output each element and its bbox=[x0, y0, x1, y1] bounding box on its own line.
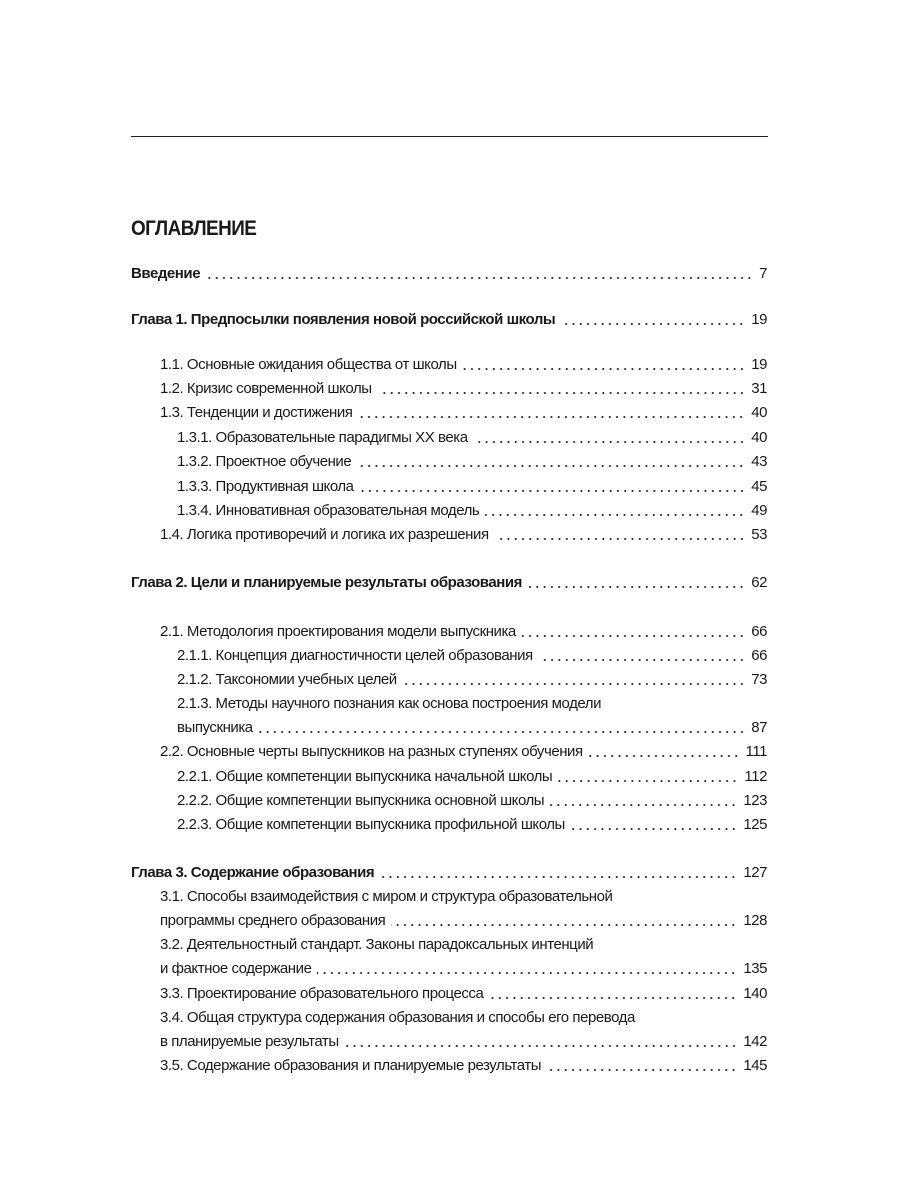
page-number: 142 bbox=[743, 1033, 767, 1050]
page-number: 45 bbox=[751, 478, 767, 495]
toc-section-entry[interactable] bbox=[177, 718, 767, 738]
dot-leader bbox=[495, 537, 746, 541]
entry-title: 1.3.1. Образовательные парадигмы XX века bbox=[177, 429, 468, 446]
entry-title: 3.3. Проектирование образовательного процесса bbox=[160, 985, 484, 1002]
page-number: 31 bbox=[751, 380, 767, 397]
entry-title: выпускника bbox=[177, 719, 253, 736]
entry-title: Глава 2. Цели и планируемые результаты образования bbox=[131, 574, 522, 591]
dot-leader bbox=[259, 730, 746, 734]
page-number: 123 bbox=[743, 792, 767, 809]
toc-entry-line1: 3.4. Общая структура содержания образования и способы его перевода bbox=[160, 1009, 635, 1026]
entry-title: 1.3. Тенденции и достижения bbox=[160, 404, 353, 421]
page-number: 73 bbox=[751, 671, 767, 688]
toc-chapter-entry[interactable] bbox=[131, 264, 767, 284]
toc-section-entry[interactable] bbox=[177, 428, 767, 448]
toc-entry-line1: 3.2. Деятельностный стандарт. Законы парадоксальных интенций bbox=[160, 936, 594, 953]
entry-title: Введение bbox=[131, 265, 201, 282]
page-number: 66 bbox=[751, 623, 767, 640]
page-number: 40 bbox=[751, 404, 767, 421]
entry-title: 2.1.2. Таксономии учебных целей bbox=[177, 671, 397, 688]
dot-leader bbox=[357, 464, 745, 468]
page-number: 53 bbox=[751, 526, 767, 543]
dot-leader bbox=[528, 585, 745, 589]
dot-leader bbox=[380, 875, 737, 879]
toc-entry-line1: 2.1.3. Методы научного познания как основа построения модели bbox=[177, 695, 602, 712]
toc-section-entry[interactable] bbox=[160, 959, 767, 979]
toc-section-entry[interactable] bbox=[160, 1032, 767, 1052]
toc-section-entry[interactable] bbox=[177, 452, 767, 472]
page-number: 145 bbox=[743, 1057, 767, 1074]
entry-title: 2.1. Методология проектирования модели выпускника bbox=[160, 623, 516, 640]
toc-section-entry[interactable] bbox=[177, 646, 767, 666]
entry-title: 3.5. Содержание образования и планируемые результаты bbox=[160, 1057, 542, 1074]
entry-title: Глава 1. Предпосылки появления новой российской школы bbox=[131, 311, 556, 328]
entry-title: 1.3.4. Инновативная образовательная модель bbox=[177, 502, 480, 519]
toc-section-entry[interactable] bbox=[177, 670, 767, 690]
dot-leader bbox=[474, 440, 746, 444]
toc-section-entry[interactable] bbox=[160, 622, 767, 642]
toc-section-entry[interactable] bbox=[160, 911, 767, 931]
dot-leader bbox=[571, 827, 737, 831]
toc-section-entry[interactable] bbox=[177, 791, 767, 811]
dot-leader bbox=[539, 658, 745, 662]
dot-leader bbox=[358, 415, 745, 419]
dot-leader bbox=[463, 367, 746, 371]
entry-title: 1.3.3. Продуктивная школа bbox=[177, 478, 354, 495]
entry-title: 2.2.2. Общие компетенции выпускника основной школы bbox=[177, 792, 545, 809]
toc-section-entry[interactable] bbox=[177, 477, 767, 497]
dot-leader bbox=[522, 634, 745, 638]
page-number: 112 bbox=[744, 768, 767, 785]
dot-leader bbox=[391, 923, 737, 927]
entry-title: 1.3.2. Проектное обучение bbox=[177, 453, 352, 470]
page-number: 140 bbox=[743, 985, 767, 1002]
page-number: 111 bbox=[745, 743, 767, 760]
dot-leader bbox=[360, 489, 746, 493]
toc-section-entry[interactable] bbox=[160, 355, 767, 375]
page-number: 66 bbox=[751, 647, 767, 664]
page-number: 87 bbox=[751, 719, 767, 736]
toc-entry-line1: 3.1. Способы взаимодействия с миром и структура образовательной bbox=[160, 888, 613, 905]
toc-chapter-entry[interactable] bbox=[131, 863, 767, 883]
entry-title: 1.4. Логика противоречий и логика их разрешения bbox=[160, 526, 489, 543]
toc-section-entry[interactable] bbox=[177, 767, 767, 787]
entry-title: 2.2. Основные черты выпускников на разных ступенях обучения bbox=[160, 743, 583, 760]
toc-section-entry[interactable] bbox=[160, 1056, 767, 1076]
entry-title: 2.2.1. Общие компетенции выпускника начальной школы bbox=[177, 768, 553, 785]
dot-leader bbox=[317, 971, 737, 975]
toc-chapter-entry[interactable] bbox=[131, 573, 767, 593]
entry-title: Глава 3. Содержание образования bbox=[131, 864, 375, 881]
entry-title: 2.2.3. Общие компетенции выпускника профильной школы bbox=[177, 816, 565, 833]
dot-leader bbox=[206, 276, 753, 280]
page-number: 40 bbox=[751, 429, 767, 446]
toc-section-entry[interactable] bbox=[160, 525, 767, 545]
dot-leader bbox=[378, 391, 746, 395]
page-number: 128 bbox=[743, 912, 767, 929]
entry-title: 2.1.1. Концепция диагностичности целей образования bbox=[177, 647, 533, 664]
dot-leader bbox=[489, 996, 737, 1000]
entry-title: 1.1. Основные ожидания общества от школы bbox=[160, 356, 457, 373]
dot-leader bbox=[485, 513, 745, 517]
page-number: 19 bbox=[751, 311, 767, 328]
entry-title: программы среднего образования bbox=[160, 912, 386, 929]
toc-section-entry[interactable] bbox=[177, 501, 767, 521]
page-number: 125 bbox=[743, 816, 767, 833]
page-number: 49 bbox=[751, 502, 767, 519]
toc-chapter-entry[interactable] bbox=[131, 310, 767, 330]
top-rule bbox=[131, 136, 768, 137]
dot-leader bbox=[558, 779, 738, 783]
toc-section-entry[interactable] bbox=[177, 815, 767, 835]
page-number: 43 bbox=[751, 453, 767, 470]
page-number: 19 bbox=[751, 356, 767, 373]
page-number: 7 bbox=[759, 265, 767, 282]
toc-section-entry[interactable] bbox=[160, 984, 767, 1004]
page-title: ОГЛАВЛЕНИЕ bbox=[131, 217, 257, 240]
page-number: 62 bbox=[751, 574, 767, 591]
page-number: 135 bbox=[743, 960, 767, 977]
toc-section-entry[interactable] bbox=[160, 403, 767, 423]
entry-title: в планируемые результаты bbox=[160, 1033, 339, 1050]
page-number: 127 bbox=[743, 864, 767, 881]
entry-title: 1.2. Кризис современной школы bbox=[160, 380, 372, 397]
dot-leader bbox=[550, 803, 737, 807]
dot-leader bbox=[345, 1044, 738, 1048]
dot-leader bbox=[547, 1068, 737, 1072]
toc-section-entry[interactable] bbox=[160, 742, 767, 762]
dot-leader bbox=[589, 754, 740, 758]
entry-title: и фактное содержание bbox=[160, 960, 312, 977]
toc-section-entry[interactable] bbox=[160, 379, 767, 399]
dot-leader bbox=[561, 322, 745, 326]
dot-leader bbox=[403, 682, 745, 686]
